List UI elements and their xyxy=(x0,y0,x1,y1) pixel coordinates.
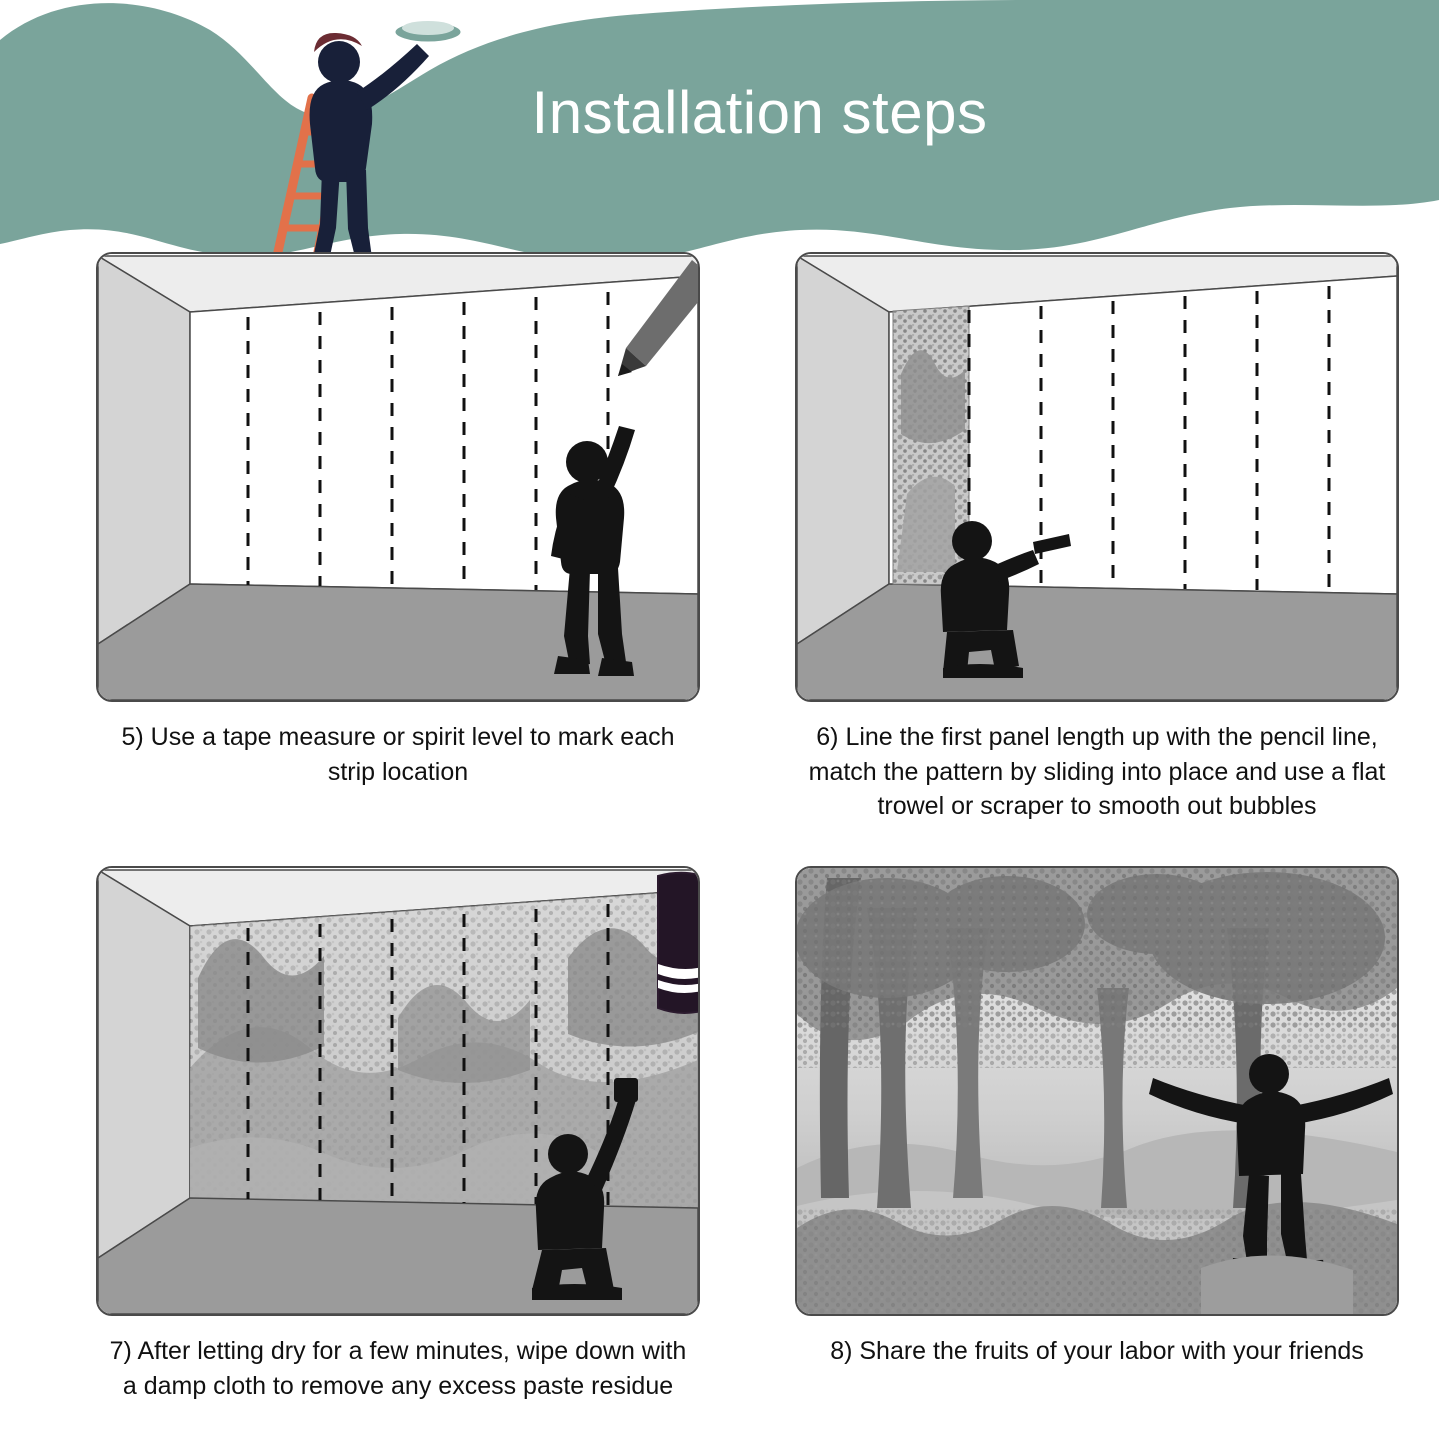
step-7-illustration xyxy=(96,866,700,1316)
page-title: Installation steps xyxy=(531,79,988,146)
step-5-caption xyxy=(96,720,700,789)
step-8-caption-text: Share the fruits of your labor with your friends xyxy=(859,1337,1364,1365)
step-7-caption xyxy=(96,1334,700,1403)
step-card-8 xyxy=(795,866,1399,1369)
step-8-caption xyxy=(795,1334,1399,1369)
full-mural-wall xyxy=(190,890,698,1208)
step-6-number: 6) xyxy=(816,723,839,751)
towel-icon xyxy=(658,873,698,1013)
step-5-illustration xyxy=(96,252,700,702)
step-8-number: 8) xyxy=(830,1337,853,1365)
step-6-caption-text: Line the first panel length up with the pencil line, match the pattern by sliding into place and use a flat trowel or scraper to smooth out bubbles xyxy=(808,723,1386,820)
step-5-caption-text: Use a tape measure or spirit level to mark each strip location xyxy=(150,723,675,786)
step-6-caption xyxy=(795,720,1399,824)
step-5-number: 5) xyxy=(121,723,144,751)
step-7-number: 7) xyxy=(109,1337,132,1365)
step-7-caption-text: After letting dry for a few minutes, wipe down with a damp cloth to remove any excess paste residue xyxy=(122,1337,687,1400)
step-card-6 xyxy=(795,252,1399,824)
damp-cloth-icon xyxy=(614,1078,638,1102)
step-8-illustration xyxy=(795,866,1399,1316)
step-card-7 xyxy=(96,866,700,1403)
step-6-illustration xyxy=(795,252,1399,702)
step-card-5 xyxy=(96,252,700,789)
